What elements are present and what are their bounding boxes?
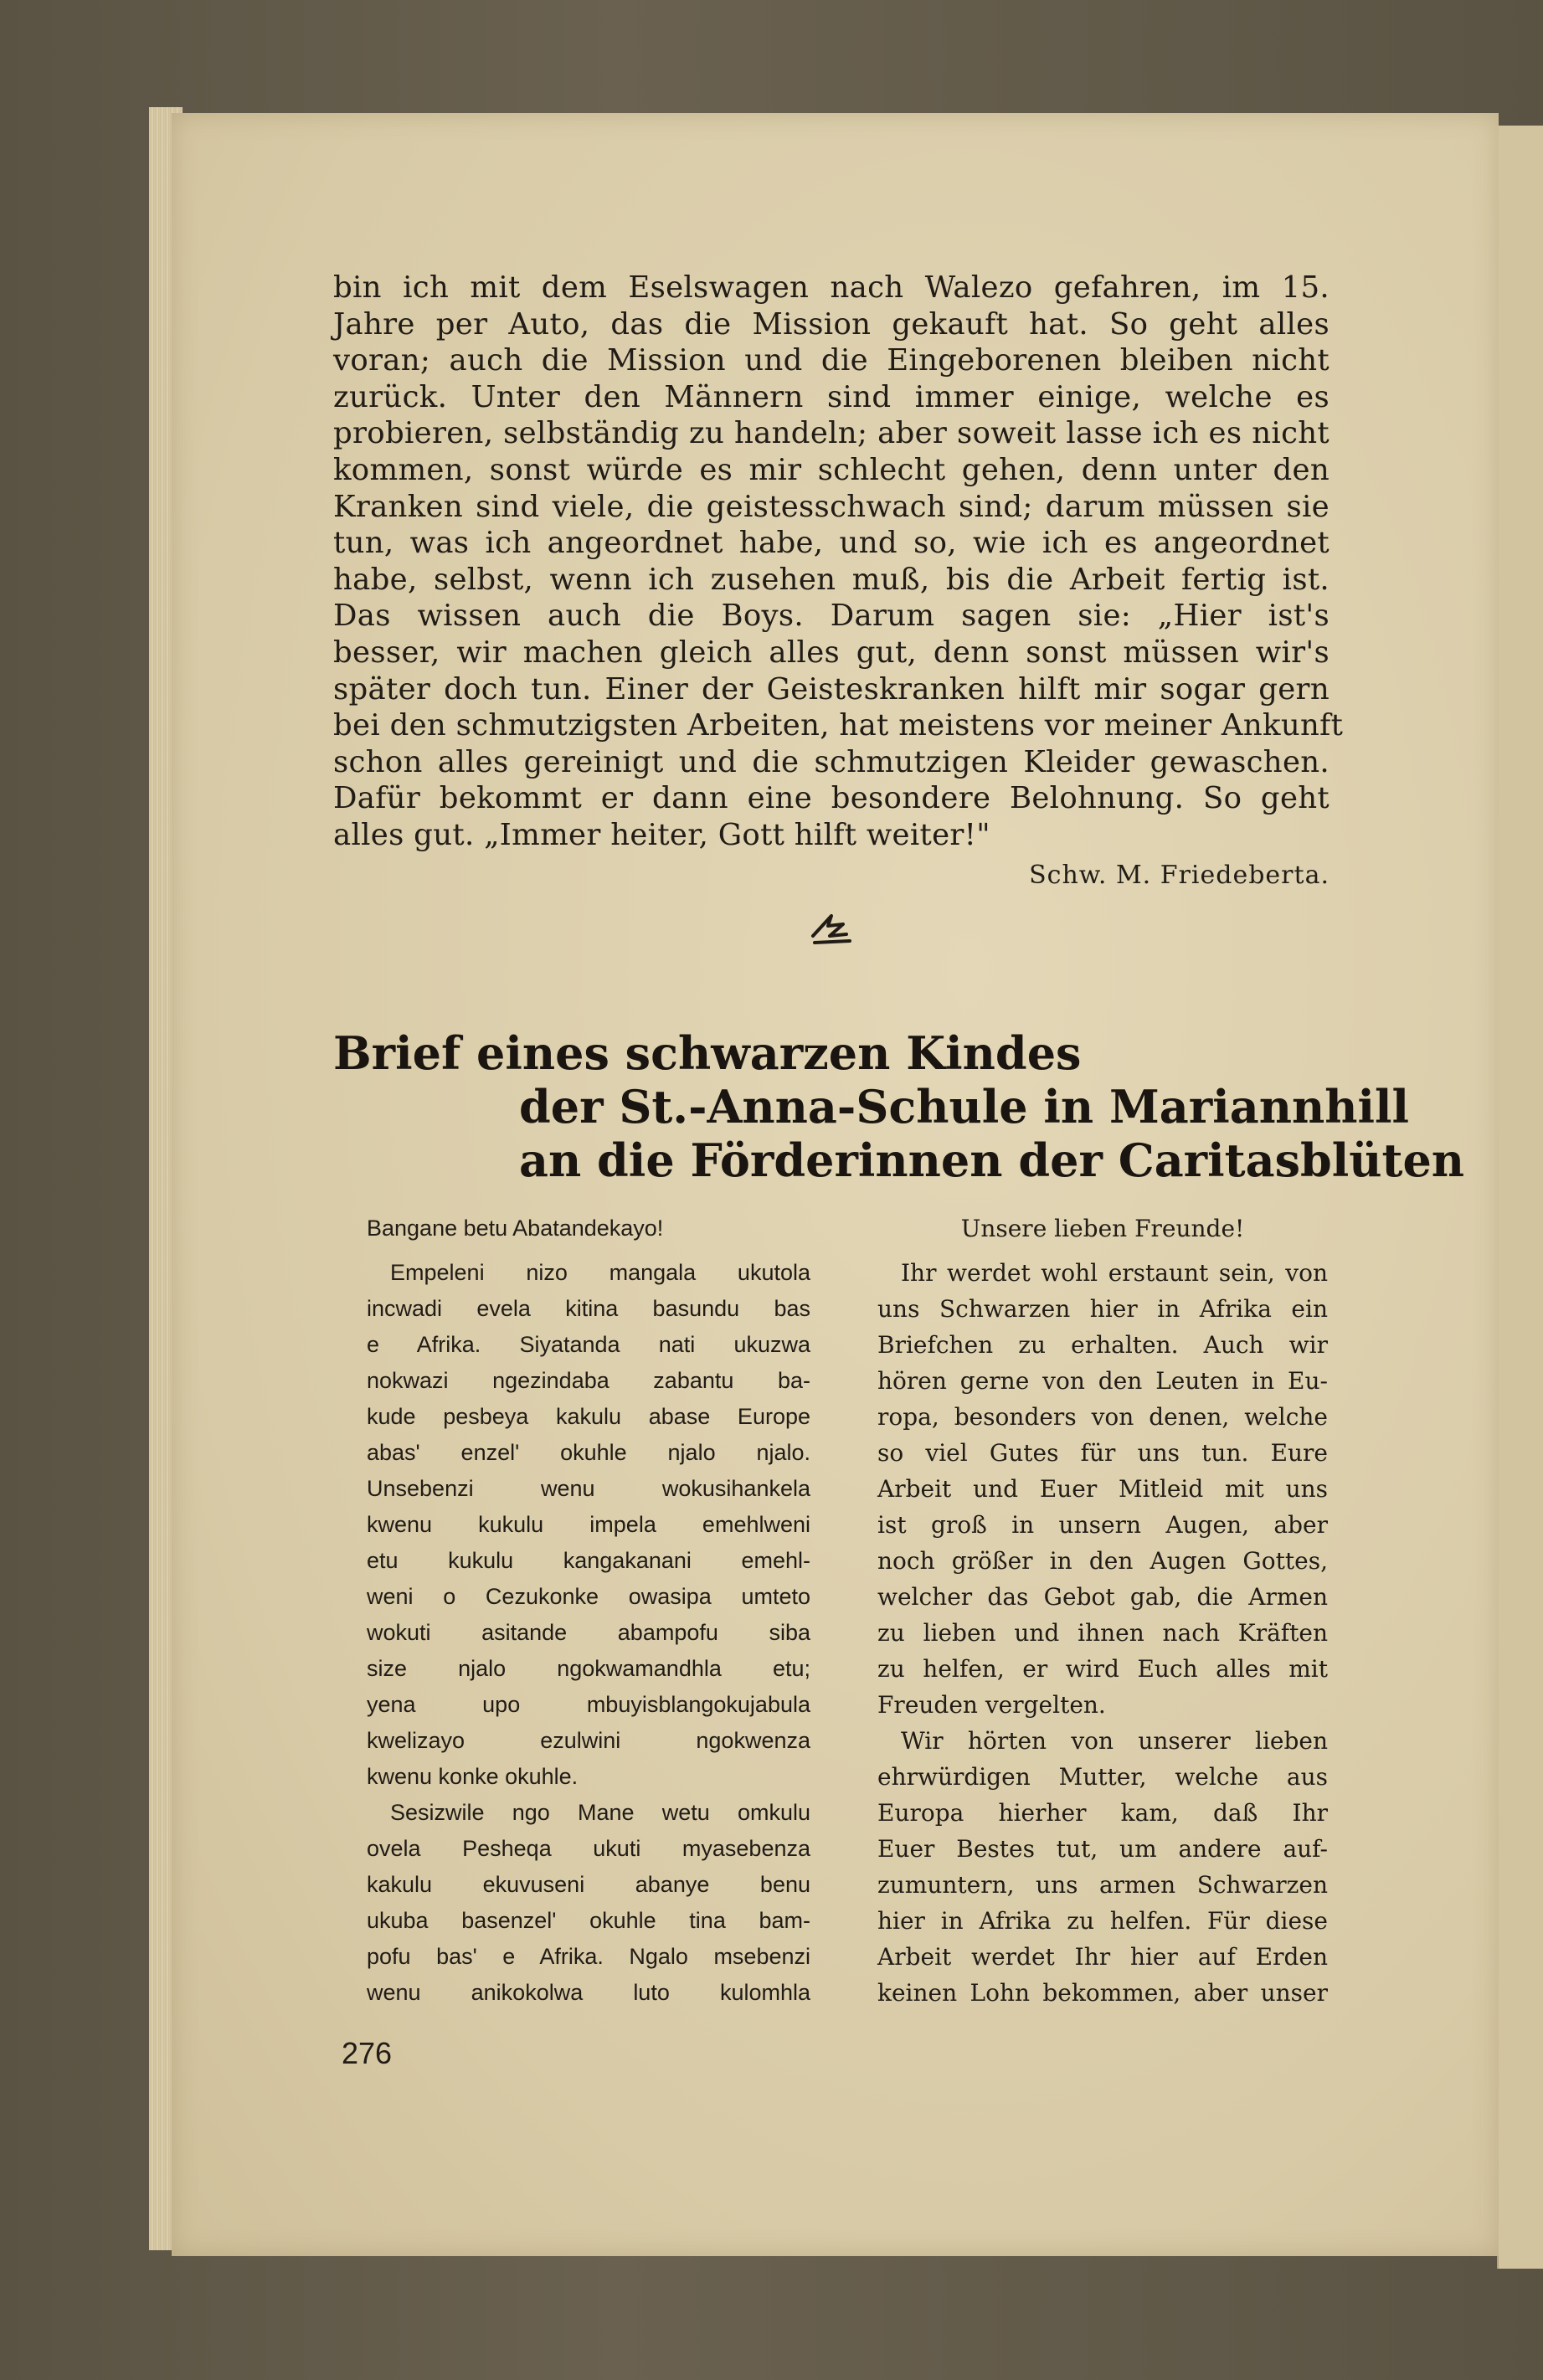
page-content <box>333 270 1465 2081</box>
intro-line: habe, selbst, wenn ich zusehen muß, bis die Arbeit fertig ist. <box>333 562 1330 597</box>
article-headline <box>333 1026 1465 1187</box>
intro-line: besser, wir machen gleich alles gut, denn sonst müssen wir's <box>333 635 1330 670</box>
intro-line: schon alles gereinigt und die schmutzigen Kleider gewaschen. <box>333 744 1330 779</box>
intro-line: bei den schmutzigsten Arbeiten, hat meistens vor meiner Ankunft <box>333 708 1344 743</box>
german-text <box>877 1255 1328 2011</box>
german-text-line: zumuntern, uns armen Schwarzen <box>877 1870 1328 1899</box>
ornament-icon <box>333 911 1330 961</box>
signature: Schw. M. Friedeberta. <box>1029 860 1330 890</box>
german-text-line: Arbeit und Euer Mitleid mit uns <box>877 1474 1328 1503</box>
intro-text <box>333 270 1344 854</box>
german-text-line: Briefchen zu erhalten. Auch wir <box>877 1330 1328 1359</box>
german-text-line: uns Schwarzen hier in Afrika ein <box>877 1294 1328 1323</box>
german-text-line: keinen Lohn bekommen, aber unser <box>877 1978 1328 2007</box>
german-text-line: hier in Afrika zu helfen. Für diese <box>877 1906 1328 1935</box>
headline-line-1: Brief eines schwarzen Kindes <box>333 1026 1082 1080</box>
intro-line: tun, was ich angeordnet habe, und so, wie ich es angeordnet <box>333 526 1330 561</box>
german-salutation: Unsere lieben Freunde! <box>960 1214 1245 1242</box>
zulu-text-line: kwenu konke okuhle. <box>367 1763 579 1789</box>
zulu-text-line: yena upo mbuyisblangokujabula <box>367 1691 810 1717</box>
zulu-text-line: abas' enzel' okuhle njalo njalo. <box>367 1439 810 1465</box>
zulu-text-line: kakulu ekuvuseni abanye benu <box>367 1871 810 1897</box>
german-text-line: hören gerne von den Leuten in Eu- <box>877 1366 1328 1395</box>
zulu-salutation: Bangane betu Abatandekayo! <box>367 1215 664 1241</box>
intro-line: Dafür bekommt er dann eine besondere Belohnung. So geht <box>333 781 1330 816</box>
german-text-line: ropa, besonders von denen, welche <box>877 1402 1328 1431</box>
zulu-column <box>367 1211 810 2011</box>
intro-line: alles gut. „Immer heiter, Gott hilft weiter!" <box>333 817 990 852</box>
german-text-line: Arbeit werdet Ihr hier auf Erden <box>877 1942 1328 1971</box>
zulu-text-line: ovela Pesheqa ukuti myasebenza <box>367 1835 810 1861</box>
intro-line: später doch tun. Einer der Geisteskranken hilft mir sogar gern <box>333 671 1330 707</box>
zulu-text-line: Sesizwile ngo Mane wetu omkulu <box>390 1799 810 1825</box>
zulu-text-line: Empeleni nizo mangala ukutola <box>390 1259 810 1285</box>
zulu-text-line: nokwazi ngezindaba zabantu ba- <box>367 1367 810 1393</box>
intro-line: kommen, sonst würde es mir schlecht gehen, denn unter den <box>333 452 1330 487</box>
headline-line-3: an die Förderinnen der Caritasblüten <box>519 1133 1465 1187</box>
zulu-text-line: pofu bas' e Afrika. Ngalo msebenzi <box>367 1943 810 1969</box>
german-text-line: Ihr werdet wohl erstaunt sein, von <box>901 1258 1328 1287</box>
zulu-text-line: incwadi evela kitina basundu bas <box>367 1295 810 1321</box>
zulu-text-line: etu kukulu kangakanani emehl- <box>367 1547 810 1573</box>
german-text-line: ehrwürdigen Mutter, welche aus <box>877 1762 1328 1791</box>
zulu-text-line: e Afrika. Siyatanda nati ukuzwa <box>367 1331 810 1357</box>
intro-line: Das wissen auch die Boys. Darum sagen sie: „Hier ist's <box>333 599 1330 634</box>
intro-paragraph <box>333 270 1344 892</box>
zulu-text-line: wokuti asitande abampofu siba <box>367 1619 810 1645</box>
intro-line: zurück. Unter den Männern sind immer einige, welche es <box>333 379 1330 414</box>
german-text-line: zu helfen, er wird Euch alles mit <box>877 1654 1328 1683</box>
german-text-line: Europa hierher kam, daß Ihr <box>877 1798 1328 1827</box>
zulu-text-line: size njalo ngokwamandhla etu; <box>367 1655 810 1681</box>
intro-line: Jahre per Auto, das die Mission gekauft hat. So geht alles <box>333 306 1330 342</box>
intro-line: bin ich mit dem Eselswagen nach Walezo gefahren, im 15. <box>333 270 1330 305</box>
intro-line: probieren, selbständig zu handeln; aber soweit lasse ich es nicht <box>333 416 1330 451</box>
zulu-text-line: kwelizayo ezulwini ngokwenza <box>367 1727 810 1753</box>
german-text-line: zu lieben und ihnen nach Kräften <box>877 1618 1328 1647</box>
headline-line-2: der St.-Anna-Schule in Mariannhill <box>519 1079 1410 1133</box>
facing-page-edge <box>1497 126 1543 2269</box>
zulu-text-line: wenu anikokolwa luto kulomhla <box>367 1979 810 2005</box>
zulu-text-line: kwenu kukulu impela emehlweni <box>367 1511 810 1537</box>
german-column <box>877 1211 1328 2011</box>
zulu-text-line: weni o Cezukonke owasipa umteto <box>367 1583 810 1609</box>
intro-line: voran; auch die Mission und die Eingeborenen bleiben nicht <box>333 343 1330 378</box>
page-number: 276 <box>342 2036 393 2070</box>
two-column-letter <box>333 1211 1330 2081</box>
german-text-line: Freuden vergelten. <box>877 1690 1106 1719</box>
zulu-text-line: kude pesbeya kakulu abase Europe <box>367 1403 810 1429</box>
german-text-line: welcher das Gebot gab, die Armen <box>877 1582 1328 1611</box>
german-text-line: so viel Gutes für uns tun. Eure <box>877 1438 1328 1467</box>
german-text-line: noch größer in den Augen Gottes, <box>877 1546 1328 1575</box>
german-text-line: Wir hörten von unserer lieben <box>901 1726 1328 1755</box>
zulu-text <box>367 1255 810 2011</box>
german-text-line: Euer Bestes tut, um andere auf- <box>877 1834 1328 1863</box>
zulu-text-line: Unsebenzi wenu wokusihankela <box>367 1475 810 1501</box>
german-text-line: ist groß in unsern Augen, aber <box>877 1510 1328 1539</box>
zulu-text-line: ukuba basenzel' okuhle tina bam- <box>367 1907 810 1933</box>
intro-line: Kranken sind viele, die geistesschwach sind; darum müssen sie <box>333 489 1330 524</box>
